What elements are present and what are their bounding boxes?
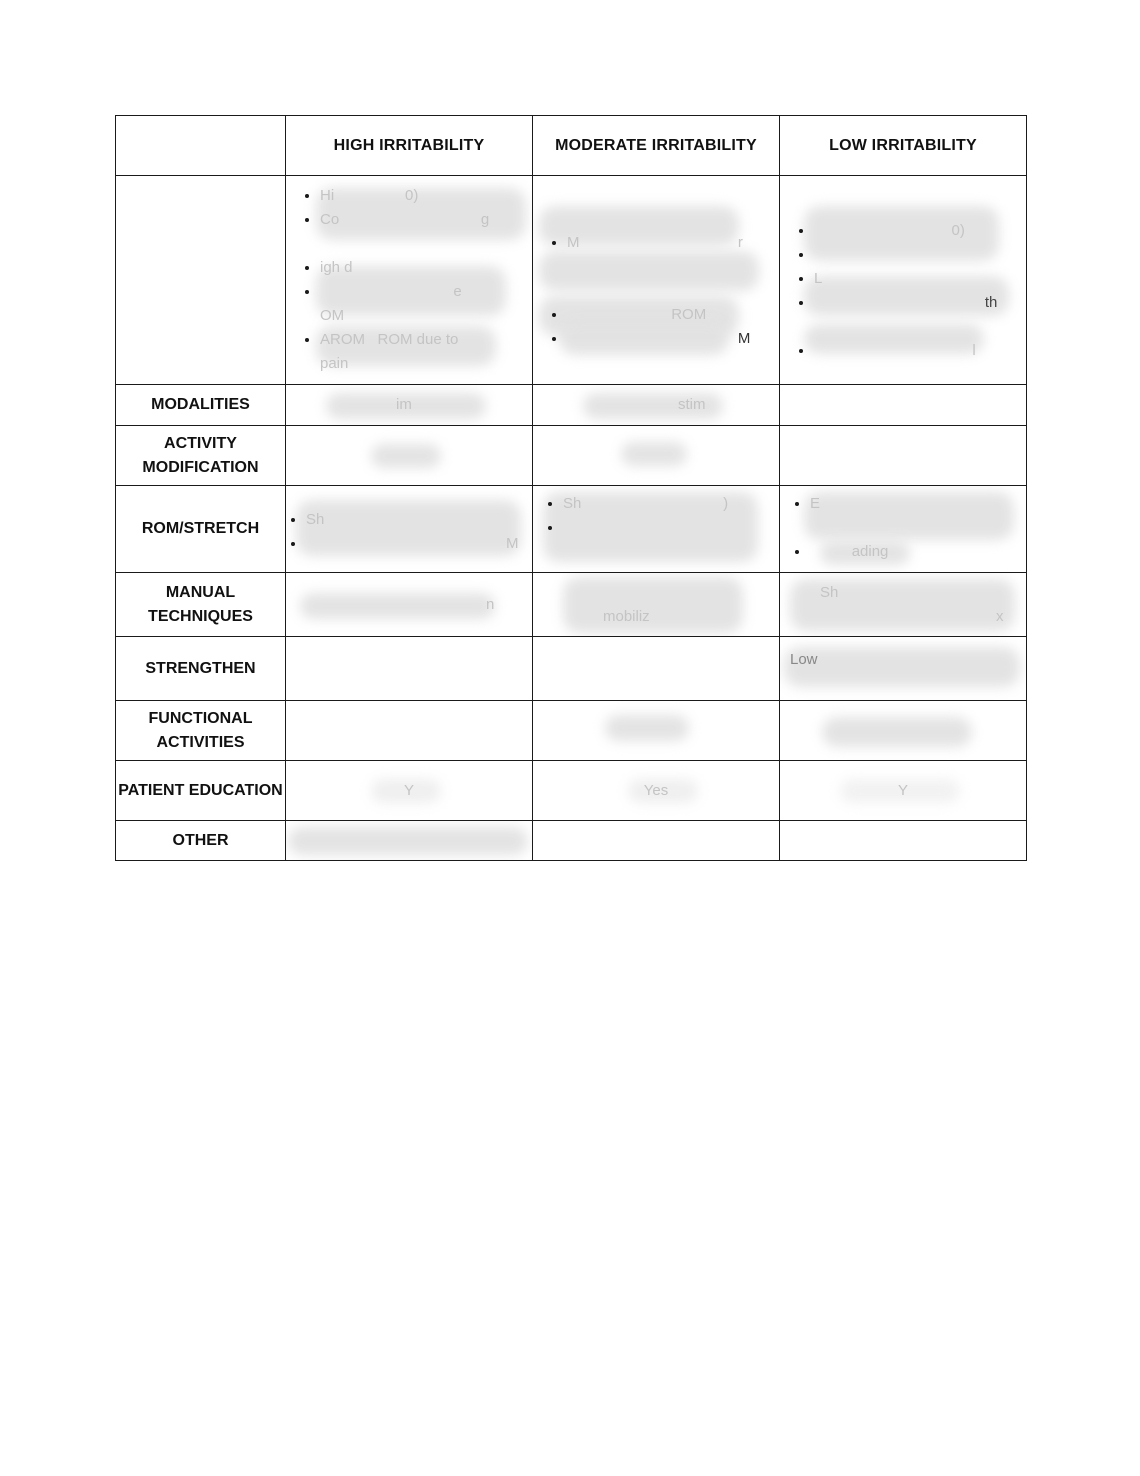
list-item: • E [810, 492, 1020, 540]
list-item: • ading [810, 540, 1020, 564]
row-header-strengthen: STRENGTHEN [116, 637, 286, 701]
cell-high-activity-modification [286, 426, 533, 486]
cell-high-manual-techniques [286, 573, 533, 637]
rom-list [780, 486, 1026, 572]
cell-low-symptoms [780, 176, 1027, 385]
cell-high-functional-activities [286, 701, 533, 761]
header-row [116, 116, 1027, 176]
row-header-manual-techniques: MANUAL TECHNIQUES [116, 573, 286, 637]
list-item: • igh d [320, 256, 526, 280]
corner-cell [116, 116, 286, 176]
cell-high-modalities [286, 385, 533, 426]
symptom-list [286, 176, 532, 384]
list-item: • Sh [306, 508, 526, 532]
cell-moderate-other [533, 821, 780, 861]
cell-low-modalities [780, 385, 1027, 426]
symptom-list [780, 189, 1026, 371]
cell-high-other [286, 821, 533, 861]
list-item: • Co g [320, 208, 526, 256]
column-header-low: LOW IRRITABILITY [780, 116, 1027, 176]
cell-moderate-manual-techniques [533, 573, 780, 637]
cell-content [286, 494, 532, 564]
cell-content: mobiliz [603, 607, 650, 625]
cell-high-patient-education [286, 761, 533, 821]
cell-low-activity-modification [780, 426, 1027, 486]
row-header-functional-activities: FUNCTIONAL ACTIVITIES [116, 701, 286, 761]
cell-low-patient-education [780, 761, 1027, 821]
row-header-patient-education: PATIENT EDUCATION [116, 761, 286, 821]
cell-content [780, 189, 1026, 371]
cell-content: im [396, 396, 412, 413]
list-item: • AROM ROM due to pain [320, 328, 526, 376]
list-item: • L [814, 267, 1020, 291]
cell-content: Y [897, 781, 908, 799]
redaction-smear [371, 444, 441, 468]
cell-moderate-patient-education [533, 761, 780, 821]
other-row [116, 821, 1027, 861]
list-item: • th [814, 291, 1020, 339]
cell-content: n [486, 595, 495, 613]
list-item: • M r [567, 231, 773, 303]
cell-moderate-modalities [533, 385, 780, 426]
cell-content: Sh x [820, 583, 1004, 625]
cell-low-functional-activities [780, 701, 1027, 761]
cell-low-other [780, 821, 1027, 861]
cell-content [286, 176, 532, 384]
cell-moderate-strengthen [533, 637, 780, 701]
rom-list [286, 494, 532, 564]
cell-content [780, 486, 1026, 572]
functional-activities-row [116, 701, 1027, 761]
manual-techniques-row [116, 573, 1027, 637]
redaction-smear [621, 442, 687, 466]
row-header-symptoms [116, 176, 286, 385]
cell-low-manual-techniques [780, 573, 1027, 637]
cell-high-rom-stretch [286, 486, 533, 573]
list-item: • Hi 0) [320, 184, 526, 208]
list-item [814, 243, 1020, 267]
cell-high-symptoms [286, 176, 533, 385]
list-item: • 0) [814, 219, 1020, 243]
modalities-row [116, 385, 1027, 426]
list-item [563, 516, 773, 564]
rom-stretch-row [116, 486, 1027, 573]
list-item: • ROM [567, 303, 773, 327]
patient-education-row [116, 761, 1027, 821]
cell-content [533, 201, 779, 359]
cell-content: Yes [643, 781, 669, 799]
row-header-rom-stretch: ROM/STRETCH [116, 486, 286, 573]
cell-moderate-symptoms [533, 176, 780, 385]
cell-low-strengthen [780, 637, 1027, 701]
row-header-other: OTHER [116, 821, 286, 861]
cell-moderate-activity-modification [533, 426, 780, 486]
redaction-smear [605, 715, 689, 741]
cell-moderate-rom-stretch [533, 486, 780, 573]
row-header-activity-modification: ACTIVITY MODIFICATION [116, 426, 286, 486]
cell-low-rom-stretch [780, 486, 1027, 573]
rom-list [533, 486, 779, 572]
list-item: • l [814, 339, 1020, 363]
list-item: • M [306, 532, 526, 556]
cell-content: stim [678, 396, 706, 413]
redaction-smear [822, 717, 972, 747]
cell-content: Low [790, 650, 818, 668]
column-header-moderate: MODERATE IRRITABILITY [533, 116, 780, 176]
list-item: • e OM [320, 280, 526, 328]
cell-content [533, 486, 779, 572]
strengthen-row [116, 637, 1027, 701]
list-item: • M [567, 327, 773, 351]
activity-modification-row [116, 426, 1027, 486]
list-item: • Sh ) [563, 492, 773, 516]
symptom-list [533, 201, 779, 359]
irritability-treatment-table [115, 115, 1027, 861]
cell-moderate-functional-activities [533, 701, 780, 761]
row-header-modalities: MODALITIES [116, 385, 286, 426]
redaction-smear [288, 827, 528, 855]
cell-high-strengthen [286, 637, 533, 701]
column-header-high: HIGH IRRITABILITY [286, 116, 533, 176]
cell-content: Y [403, 781, 414, 799]
symptoms-row [116, 176, 1027, 385]
